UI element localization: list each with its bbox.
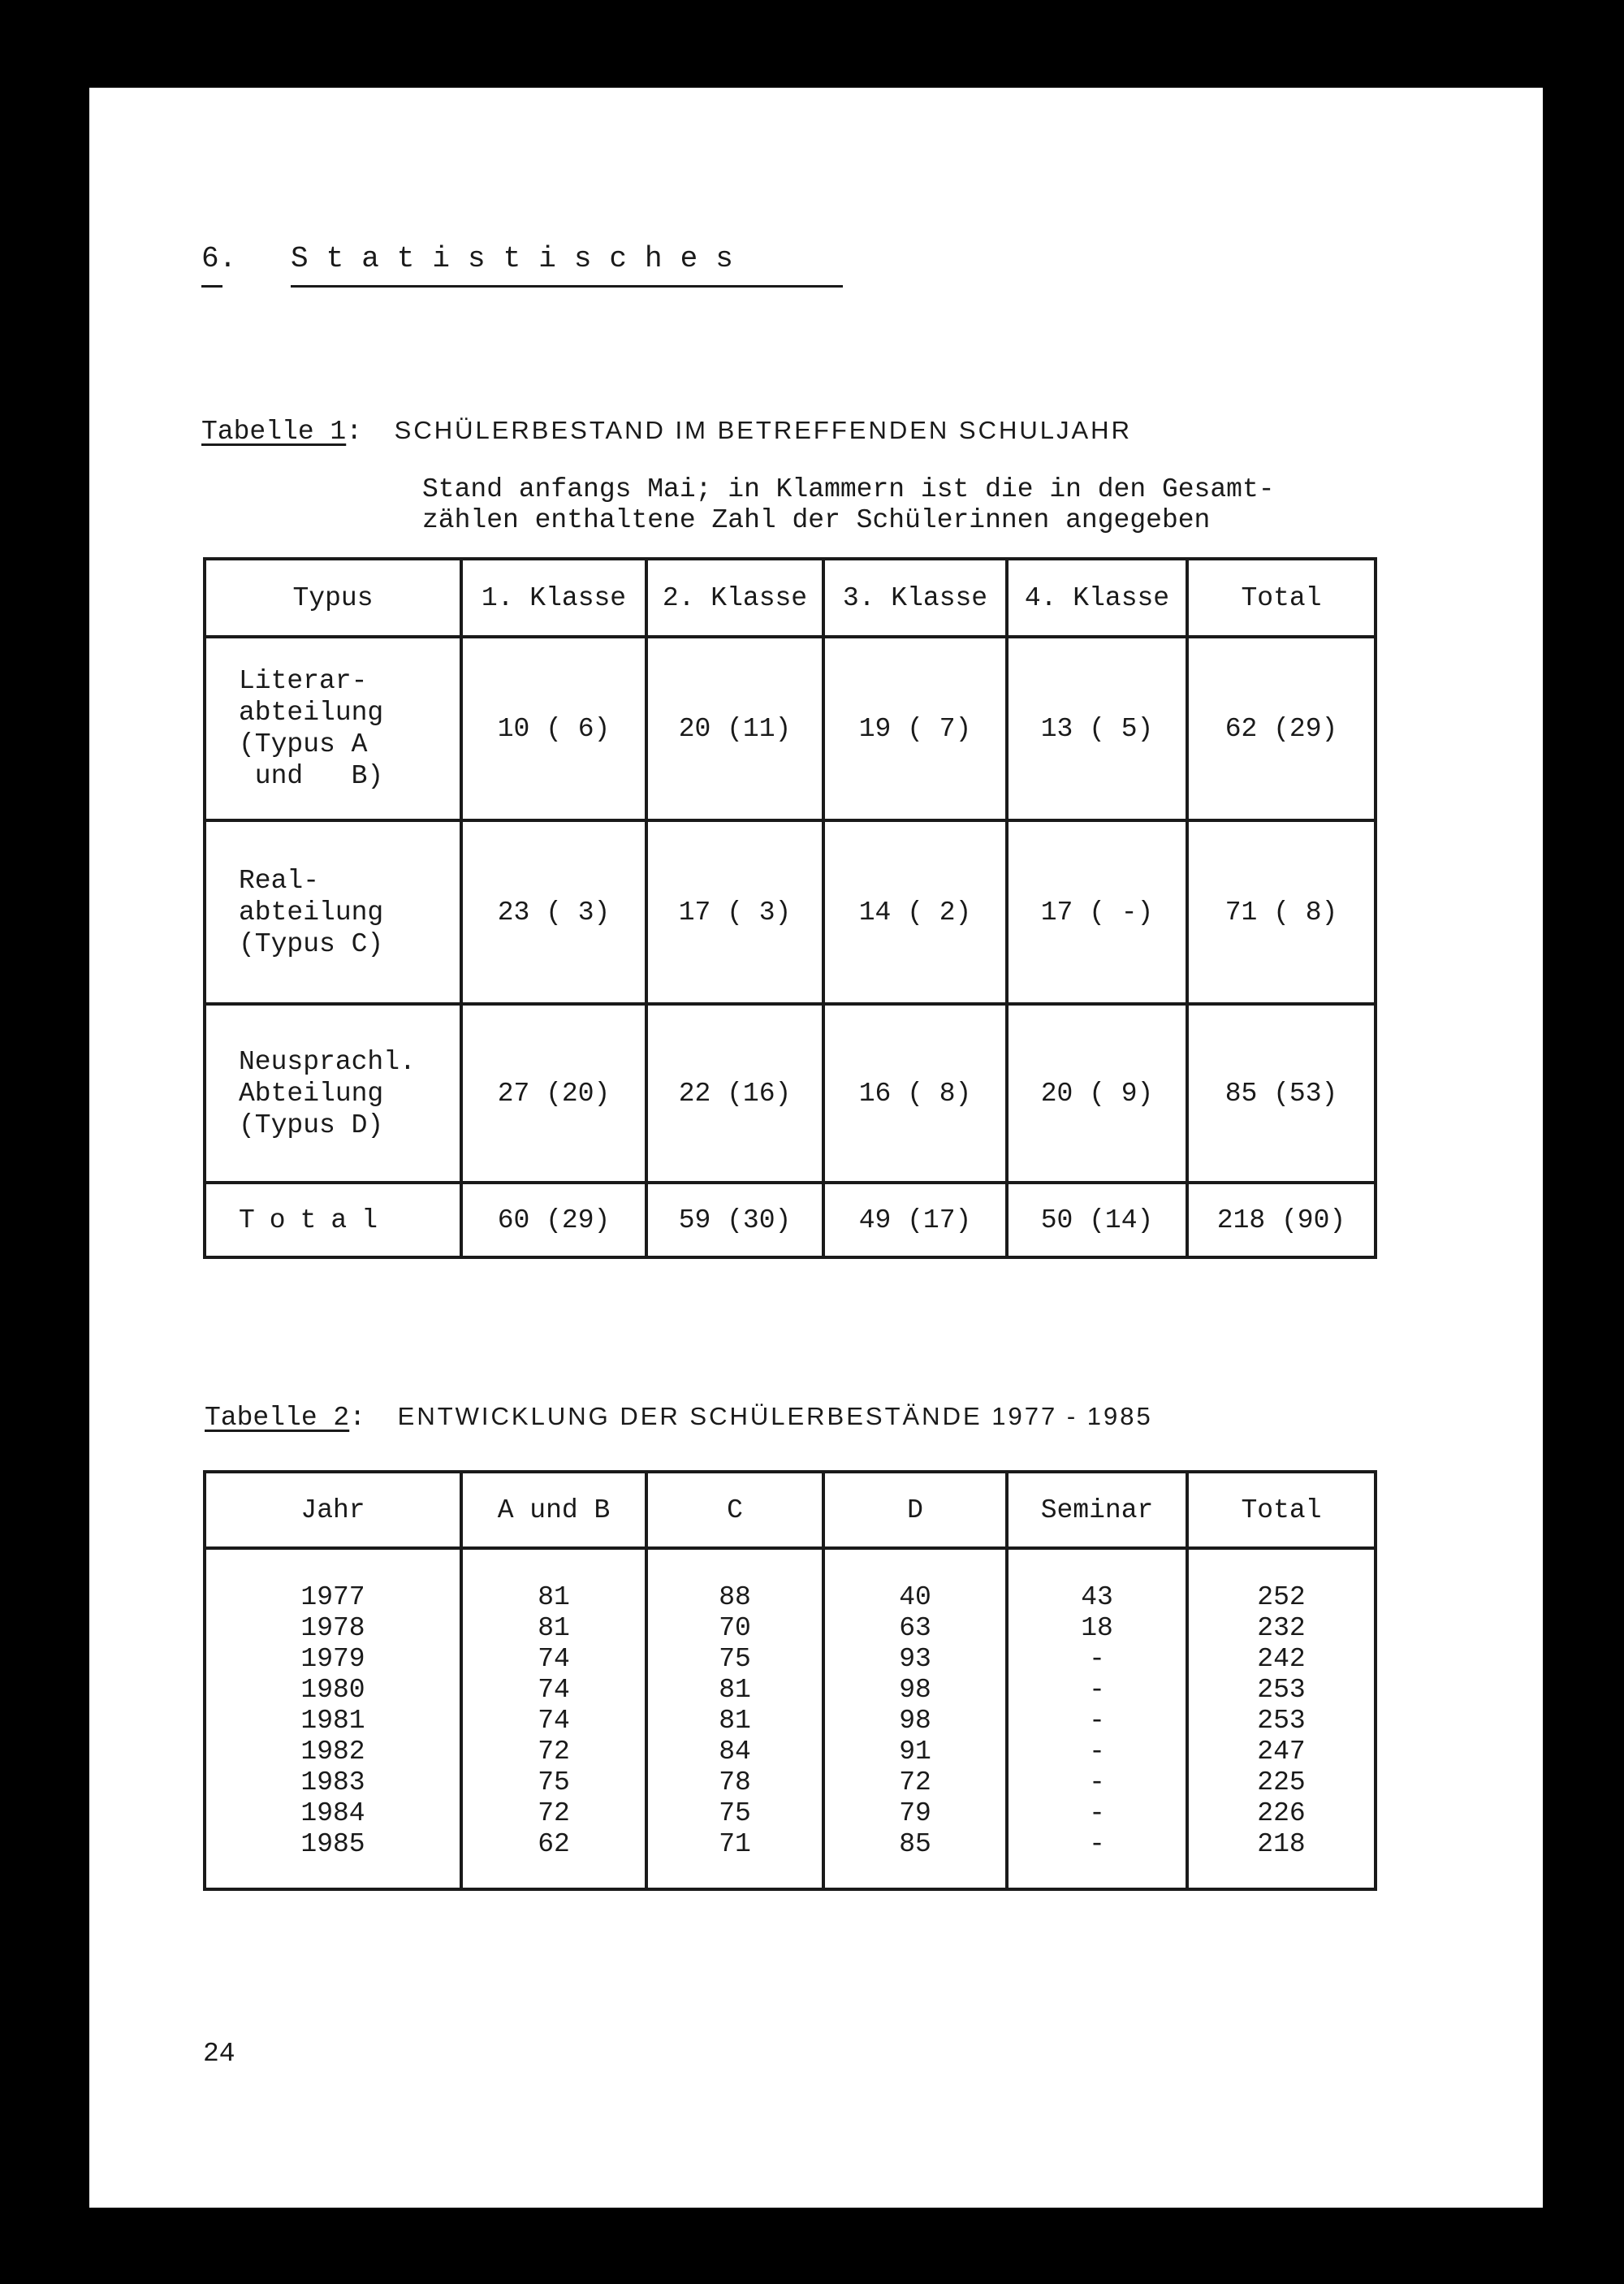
table2-cell: 72	[538, 1737, 570, 1767]
table1-header-cell: 2. Klasse	[646, 559, 823, 637]
table1-row	[205, 820, 1376, 1004]
table2-cell: 1982	[300, 1737, 365, 1767]
table1-total-cell: 49 (17)	[823, 1183, 1007, 1257]
table2-cell: 81	[719, 1675, 751, 1705]
table2-cell: 1977	[300, 1582, 365, 1612]
heading-number-underline	[201, 285, 222, 288]
table2	[203, 1470, 1377, 1891]
table2-cell: 88	[719, 1582, 751, 1612]
table2-cell: 75	[719, 1644, 751, 1674]
table2-cell: 78	[719, 1767, 751, 1797]
table2-cell: 253	[1257, 1706, 1306, 1736]
table1-header-row	[205, 559, 1376, 637]
table1-cell: 17 ( 3)	[646, 820, 823, 1004]
table1-cell: 85 (53)	[1187, 1004, 1376, 1183]
table2-cell: 1978	[300, 1613, 365, 1643]
table2-cell: 43	[1081, 1582, 1113, 1612]
table2-cell: 226	[1257, 1798, 1306, 1828]
table1-header-cell: Typus	[205, 559, 461, 637]
table1-row-label: Neusprachl. Abteilung (Typus D)	[205, 1004, 461, 1183]
table2-cell: 81	[538, 1613, 570, 1643]
table1-total-cell: 218 (90)	[1187, 1183, 1376, 1257]
table2-cell: 71	[719, 1829, 751, 1859]
table2-cell: 232	[1257, 1613, 1306, 1643]
table1-row	[205, 637, 1376, 820]
table1-header-cell: 1. Klasse	[461, 559, 646, 637]
table2-body-row	[205, 1548, 1376, 1889]
table2-cell: 91	[899, 1737, 931, 1767]
table1-row	[205, 1004, 1376, 1183]
table1-cell: 19 ( 7)	[823, 637, 1007, 820]
document-page	[89, 88, 1543, 2208]
page-number: 24	[203, 2039, 235, 2069]
table2-column-seminar	[1007, 1548, 1187, 1889]
table1-cell: 62 (29)	[1187, 637, 1376, 820]
table2-cell: 225	[1257, 1767, 1306, 1797]
table1	[203, 557, 1377, 1259]
table2-cell: -	[1089, 1829, 1105, 1859]
table2-cell: 98	[899, 1675, 931, 1705]
table2-cell: 70	[719, 1613, 751, 1643]
table2-cell: 75	[538, 1767, 570, 1797]
table2-column-jahr	[205, 1548, 461, 1889]
table2-cell: -	[1089, 1737, 1105, 1767]
table2-cell: 85	[899, 1829, 931, 1859]
table2-column-c	[646, 1548, 823, 1889]
table2-cell: 74	[538, 1675, 570, 1705]
table2-cell: 247	[1257, 1737, 1306, 1767]
table2-cell: 1979	[300, 1644, 365, 1674]
table2-cell: 74	[538, 1706, 570, 1736]
table2-cell: 252	[1257, 1582, 1306, 1612]
table1-cell: 14 ( 2)	[823, 820, 1007, 1004]
table2-cell: -	[1089, 1767, 1105, 1797]
table2-cell: 18	[1081, 1613, 1113, 1643]
table1-cell: 10 ( 6)	[461, 637, 646, 820]
table1-note	[422, 474, 1275, 536]
table2-header-row	[205, 1472, 1376, 1548]
table2-header-cell: Seminar	[1007, 1472, 1187, 1548]
table1-cell: 27 (20)	[461, 1004, 646, 1183]
table1-caption-label: Tabelle 1	[201, 417, 347, 447]
table2-header-cell: Total	[1187, 1472, 1376, 1548]
table1-cell: 22 (16)	[646, 1004, 823, 1183]
table2-cell: 1981	[300, 1706, 365, 1736]
table1-cell: 71 ( 8)	[1187, 820, 1376, 1004]
table2-cell: 253	[1257, 1675, 1306, 1705]
heading-title-underline	[291, 285, 843, 288]
table1-cell: 20 (11)	[646, 637, 823, 820]
table2-cell: -	[1089, 1644, 1105, 1674]
table2-column-a-und-b	[461, 1548, 646, 1889]
table2-cell: 81	[538, 1582, 570, 1612]
table2-cell: 242	[1257, 1644, 1306, 1674]
section-heading	[201, 242, 751, 275]
section-number: 6.	[201, 242, 237, 275]
table1-note-line: Stand anfangs Mai; in Klammern ist die in den Gesamt-	[422, 474, 1275, 504]
table2-cell: 1980	[300, 1675, 365, 1705]
table2-cell: 81	[719, 1706, 751, 1736]
table2-cell: 79	[899, 1798, 931, 1828]
table1-cell: 23 ( 3)	[461, 820, 646, 1004]
table1-total-row	[205, 1183, 1376, 1257]
table1-cell: 16 ( 8)	[823, 1004, 1007, 1183]
table1-total-label: Total	[205, 1183, 461, 1257]
table2-cell: 84	[719, 1737, 751, 1767]
table1-row-label: Real- abteilung (Typus C)	[205, 820, 461, 1004]
table2-column-total	[1187, 1548, 1376, 1889]
table2-cell: 1985	[300, 1829, 365, 1859]
table2-cell: -	[1089, 1675, 1105, 1705]
table2-caption: Tabelle 2: ENTWICKLUNG DER SCHÜLERBESTÄNDE 1977 - 1985	[205, 1402, 1153, 1433]
table2-cell: 63	[899, 1613, 931, 1643]
table2-header-cell: Jahr	[205, 1472, 461, 1548]
table2-caption-title: ENTWICKLUNG DER SCHÜLERBESTÄNDE 1977 - 1985	[397, 1402, 1153, 1430]
table1-total-cell: 60 (29)	[461, 1183, 646, 1257]
table2-cell: 72	[899, 1767, 931, 1797]
table1-header-cell: 4. Klasse	[1007, 559, 1187, 637]
table2-cell: -	[1089, 1798, 1105, 1828]
table2-cell: 1984	[300, 1798, 365, 1828]
table2-cell: 98	[899, 1706, 931, 1736]
table2-header-cell: C	[646, 1472, 823, 1548]
section-title: Statistisches	[291, 242, 751, 275]
table1-caption-title: SCHÜLERBESTAND IM BETREFFENDEN SCHULJAHR	[394, 416, 1132, 444]
table2-header-cell: A und B	[461, 1472, 646, 1548]
table1-header-cell: 3. Klasse	[823, 559, 1007, 637]
table1-cell: 20 ( 9)	[1007, 1004, 1187, 1183]
table2-cell: 40	[899, 1582, 931, 1612]
table1-total-cell: 50 (14)	[1007, 1183, 1187, 1257]
table1-header-cell: Total	[1187, 559, 1376, 637]
table2-cell: 74	[538, 1644, 570, 1674]
table2-cell: -	[1089, 1706, 1105, 1736]
table1-cell: 13 ( 5)	[1007, 637, 1187, 820]
table1-total-cell: 59 (30)	[646, 1183, 823, 1257]
table2-cell: 72	[538, 1798, 570, 1828]
table2-caption-label: Tabelle 2	[205, 1403, 350, 1433]
table2-cell: 62	[538, 1829, 570, 1859]
table2-column-d	[823, 1548, 1007, 1889]
table2-header-cell: D	[823, 1472, 1007, 1548]
table2-cell: 75	[719, 1798, 751, 1828]
table1-caption: Tabelle 1: SCHÜLERBESTAND IM BETREFFENDEN SCHULJAHR	[201, 416, 1132, 447]
table1-note-line: zählen enthaltene Zahl der Schülerinnen angegeben	[422, 505, 1211, 535]
table1-cell: 17 ( -)	[1007, 820, 1187, 1004]
table2-cell: 1983	[300, 1767, 365, 1797]
table1-row-label: Literar- abteilung (Typus A und B)	[205, 637, 461, 820]
table2-cell: 218	[1257, 1829, 1306, 1859]
table2-cell: 93	[899, 1644, 931, 1674]
